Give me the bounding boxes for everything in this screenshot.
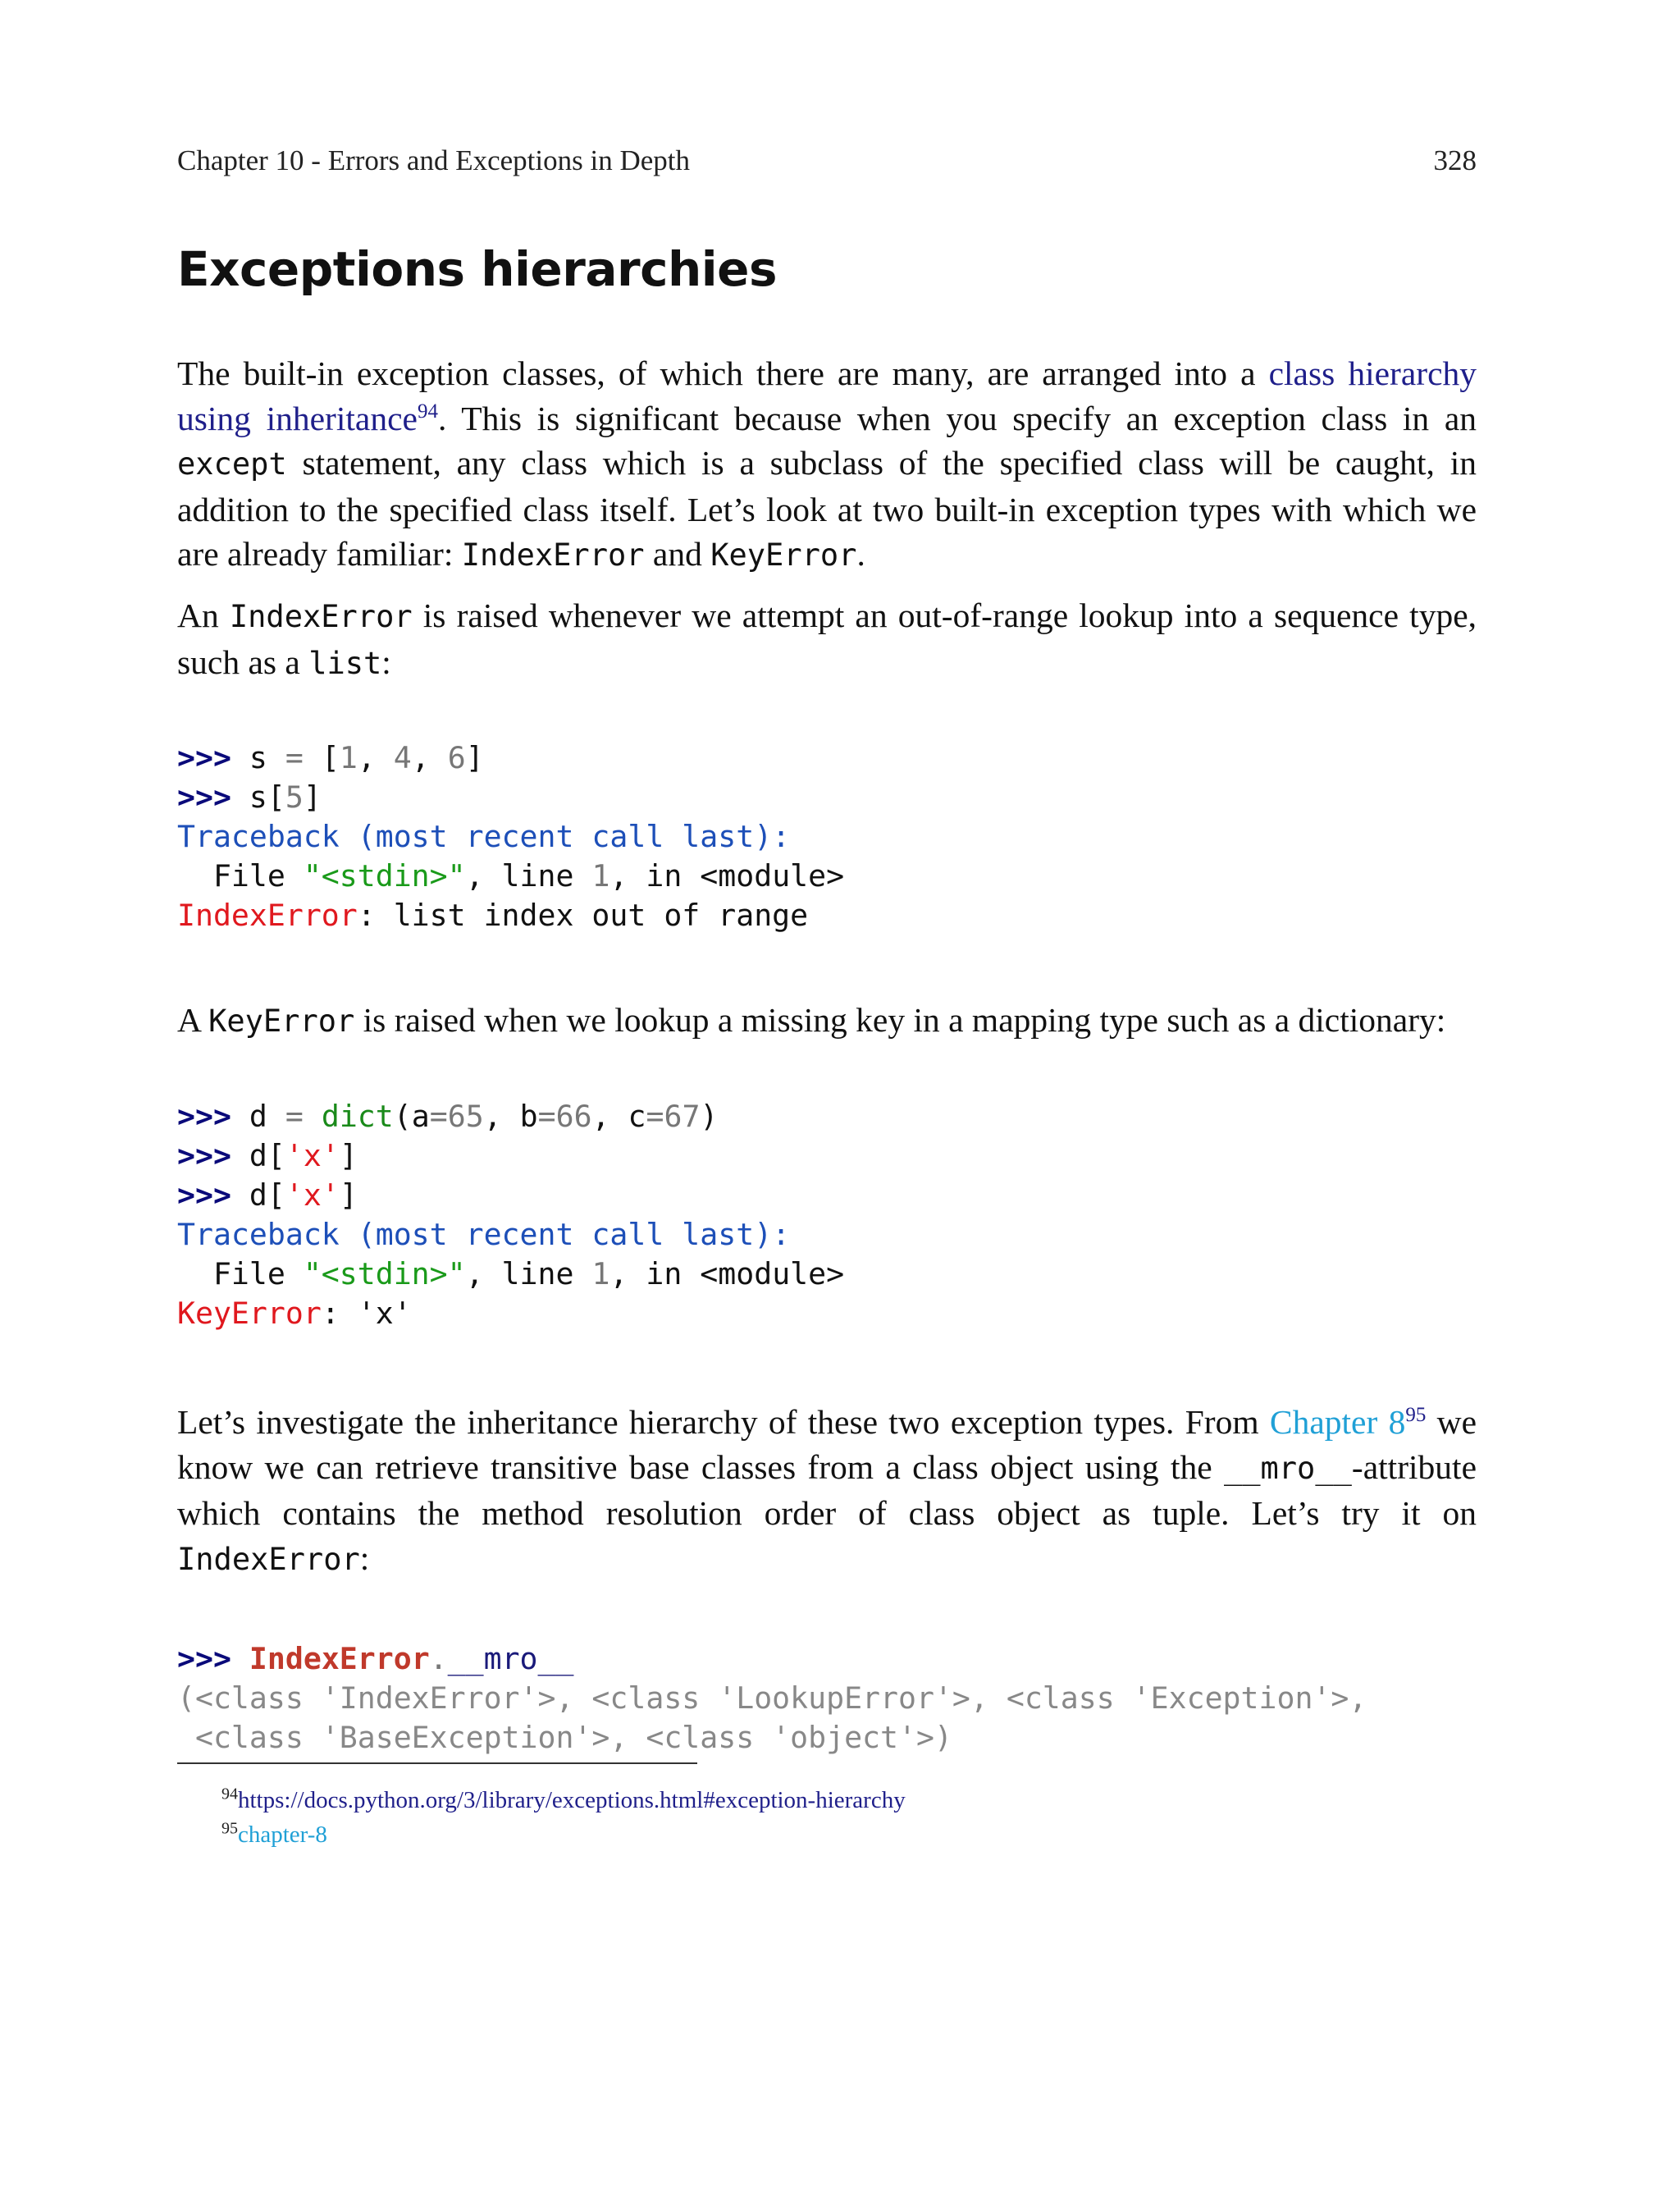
code-token: . <box>429 1641 448 1676</box>
text: A <box>177 1001 209 1039</box>
footnote-divider <box>177 1762 697 1764</box>
code-token: __mro__ <box>447 1641 574 1676</box>
code-token: , <box>591 1099 628 1134</box>
code-token: d <box>249 1099 267 1134</box>
text: The built-in exception classes, of which there are many, are arranged into a <box>177 354 1269 392</box>
text: and <box>644 535 711 573</box>
prompt: >>> <box>177 1099 231 1134</box>
running-header <box>177 144 1477 185</box>
code-token: 1 <box>339 740 358 775</box>
text: is raised whenever we attempt an out-of-range lookup into a sequence type, such as a <box>177 597 1477 681</box>
code-token: IndexError <box>249 1641 430 1676</box>
inline-code: except <box>177 446 287 482</box>
code-token: ] <box>465 740 484 775</box>
code-token: ] <box>339 1138 358 1173</box>
footnote-link[interactable]: https://docs.python.org/3/library/exceptions.html#exception-hierarchy <box>238 1787 906 1813</box>
code-token: [ <box>321 740 340 775</box>
footnote-link[interactable]: chapter-8 <box>238 1822 327 1848</box>
code-token: 'x' <box>285 1177 340 1213</box>
code-token: 67 <box>664 1099 701 1134</box>
code-token: b <box>519 1099 538 1134</box>
code-token: , in <module> <box>609 1256 845 1291</box>
code-token: , <box>483 1099 520 1134</box>
paragraph-keyerror <box>177 998 1477 1045</box>
text: : <box>381 642 391 681</box>
code-token: "<stdin>" <box>303 858 466 894</box>
code-token: d[ <box>249 1177 285 1213</box>
code-token: , line <box>465 858 592 894</box>
code-token: ] <box>303 779 322 815</box>
text: : <box>359 1538 370 1577</box>
text: is raised when we lookup a missing key in a mapping type such as a dictionary: <box>354 1001 1446 1039</box>
code-token: 6 <box>447 740 466 775</box>
prompt: >>> <box>177 1177 231 1213</box>
code-token: "<stdin>" <box>303 1256 466 1291</box>
code-token: File <box>177 1256 304 1291</box>
footnote-number: 95 <box>221 1819 238 1838</box>
code-token: 'x' <box>285 1138 340 1173</box>
code-token: , in <module> <box>609 858 845 894</box>
text: we know we can retrieve transitive base classes from a class object using the <box>177 1403 1477 1486</box>
footnote-ref-94[interactable]: 94 <box>417 400 438 423</box>
code-token: c <box>628 1099 646 1134</box>
code-block-mro <box>177 1639 1477 1758</box>
text: . <box>856 535 865 573</box>
code-block-indexerror <box>177 738 1477 935</box>
code-token: = <box>285 1099 304 1134</box>
inline-code: list <box>308 645 382 681</box>
prompt: >>> <box>177 740 231 775</box>
output-line: (<class 'IndexError'>, <class 'LookupError'>, <class 'Exception'>, <box>177 1680 1367 1716</box>
page-number: 328 <box>1433 144 1477 176</box>
output-line: <class 'BaseException'>, <class 'object'>) <box>177 1720 952 1755</box>
code-token: s <box>249 740 267 775</box>
footnote-94 <box>221 1787 906 1814</box>
text: Let’s investigate the inheritance hierarchy of these two exception types. From <box>177 1403 1270 1441</box>
code-token: 66 <box>555 1099 592 1134</box>
class-hierarchy-link[interactable]: class hierarchy using inheritance <box>177 354 1477 437</box>
code-token: 1 <box>591 1256 610 1291</box>
error-name: KeyError <box>177 1296 322 1331</box>
inline-code: KeyError <box>710 537 857 573</box>
traceback-line: Traceback (most recent call last): <box>177 819 791 854</box>
footnote-ref-95[interactable]: 95 <box>1405 1404 1427 1427</box>
prompt: >>> <box>177 1641 231 1676</box>
code-token: 4 <box>393 740 412 775</box>
footnote-number: 94 <box>221 1785 238 1803</box>
code-token: , line <box>465 1256 592 1291</box>
code-token: s[ <box>249 779 285 815</box>
traceback-line: Traceback (most recent call last): <box>177 1217 791 1252</box>
paragraph-indexerror <box>177 593 1477 686</box>
prompt: >>> <box>177 779 231 815</box>
code-block-keyerror <box>177 1097 1477 1333</box>
inline-code: IndexError <box>461 537 645 573</box>
code-token: d[ <box>249 1138 285 1173</box>
inline-code: KeyError <box>208 1003 355 1039</box>
code-token: = <box>537 1099 556 1134</box>
code-token: a <box>411 1099 430 1134</box>
prompt: >>> <box>177 1138 231 1173</box>
code-token: ) <box>700 1099 719 1134</box>
code-token: 65 <box>447 1099 484 1134</box>
chapter-title: Chapter 10 - Errors and Exceptions in Depth <box>177 144 690 176</box>
code-token: dict <box>321 1099 394 1134</box>
text: -attribute which contains the method resolution order of class object as tuple. Let’s try it on <box>177 1447 1477 1532</box>
code-token: , <box>411 740 448 775</box>
inline-code: __mro__ <box>1223 1450 1352 1486</box>
error-message: : list index out of range <box>357 898 809 933</box>
code-token: = <box>285 740 304 775</box>
chapter-8-link[interactable]: Chapter 8 <box>1269 1403 1406 1441</box>
inline-code: IndexError <box>177 1541 360 1577</box>
code-token: ( <box>393 1099 412 1134</box>
text: . This is significant because when you specify an exception class in an <box>437 399 1477 437</box>
text: statement, any class which is a subclass of the specified class will be caught, in addition to the specified class itself. Let’s look at two built-in exception types with which we are already familiar: <box>177 444 1477 573</box>
code-token: 5 <box>285 779 304 815</box>
section-title: Exceptions hierarchies <box>177 241 777 297</box>
paragraph-mro <box>177 1400 1477 1582</box>
code-token: , <box>357 740 394 775</box>
code-token: ] <box>339 1177 358 1213</box>
error-name: IndexError <box>177 898 358 933</box>
paragraph-intro <box>177 351 1477 578</box>
text: An <box>177 597 230 634</box>
error-message: : 'x' <box>321 1296 412 1331</box>
code-token: = <box>646 1099 664 1134</box>
footnote-95 <box>221 1819 327 1849</box>
code-token: File <box>177 858 304 894</box>
code-token: = <box>429 1099 448 1134</box>
inline-code: IndexError <box>229 599 413 634</box>
code-token: 1 <box>591 858 610 894</box>
